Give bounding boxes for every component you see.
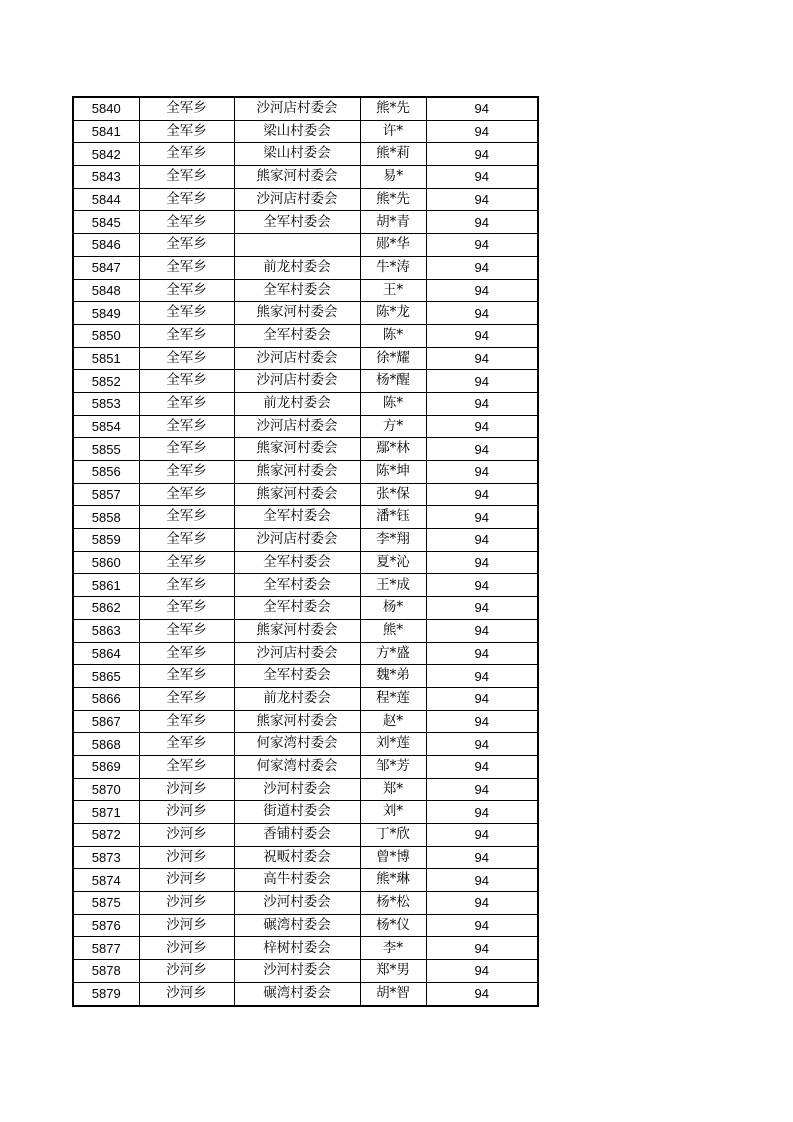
- table-row: [73, 937, 538, 960]
- cell-name: 郑*男: [360, 960, 426, 983]
- cell-township: 全军乡: [139, 256, 234, 279]
- cell-village: 沙河店村委会: [234, 347, 360, 370]
- cell-village: 碾湾村委会: [234, 914, 360, 937]
- table-row: [73, 97, 538, 120]
- cell-name: 熊*: [360, 619, 426, 642]
- cell-score: 94: [426, 461, 538, 484]
- cell-township: 全军乡: [139, 710, 234, 733]
- cell-township: 全军乡: [139, 733, 234, 756]
- cell-township: 全军乡: [139, 755, 234, 778]
- table-row: [73, 529, 538, 552]
- cell-village: 沙河店村委会: [234, 188, 360, 211]
- cell-score: 94: [426, 801, 538, 824]
- cell-village: 高牛村委会: [234, 869, 360, 892]
- cell-township: 全军乡: [139, 642, 234, 665]
- cell-id: 5871: [73, 801, 139, 824]
- cell-id: 5875: [73, 892, 139, 915]
- cell-village: 何家湾村委会: [234, 755, 360, 778]
- cell-township: 全军乡: [139, 188, 234, 211]
- cell-village: 熊家河村委会: [234, 710, 360, 733]
- cell-name: 陈*: [360, 392, 426, 415]
- cell-name: 胡*青: [360, 211, 426, 234]
- table-row: [73, 869, 538, 892]
- cell-name: 徐*耀: [360, 347, 426, 370]
- table-row: [73, 415, 538, 438]
- cell-name: 熊*琳: [360, 869, 426, 892]
- cell-village: 全军村委会: [234, 211, 360, 234]
- table-row: [73, 801, 538, 824]
- table-row: [73, 347, 538, 370]
- table-row: [73, 438, 538, 461]
- cell-township: 全军乡: [139, 347, 234, 370]
- cell-village: 熊家河村委会: [234, 461, 360, 484]
- table-row: [73, 982, 538, 1005]
- cell-score: 94: [426, 869, 538, 892]
- cell-score: 94: [426, 438, 538, 461]
- cell-score: 94: [426, 937, 538, 960]
- cell-id: 5854: [73, 415, 139, 438]
- cell-village: 全军村委会: [234, 279, 360, 302]
- cell-id: 5848: [73, 279, 139, 302]
- cell-score: 94: [426, 892, 538, 915]
- cell-name: 熊*先: [360, 97, 426, 120]
- cell-village: 全军村委会: [234, 506, 360, 529]
- cell-township: 全军乡: [139, 392, 234, 415]
- cell-township: 沙河乡: [139, 869, 234, 892]
- table-row: [73, 392, 538, 415]
- table-row: [73, 733, 538, 756]
- table-row: [73, 687, 538, 710]
- cell-name: 胡*智: [360, 982, 426, 1005]
- cell-name: 刘*莲: [360, 733, 426, 756]
- cell-township: 全军乡: [139, 415, 234, 438]
- cell-score: 94: [426, 120, 538, 143]
- cell-id: 5863: [73, 619, 139, 642]
- cell-name: 王*: [360, 279, 426, 302]
- cell-score: 94: [426, 982, 538, 1005]
- cell-score: 94: [426, 642, 538, 665]
- cell-village: 沙河店村委会: [234, 529, 360, 552]
- cell-id: 5844: [73, 188, 139, 211]
- cell-score: 94: [426, 483, 538, 506]
- table-row: [73, 166, 538, 189]
- cell-name: 杨*松: [360, 892, 426, 915]
- cell-id: 5842: [73, 143, 139, 166]
- cell-score: 94: [426, 234, 538, 257]
- cell-id: 5843: [73, 166, 139, 189]
- cell-id: 5877: [73, 937, 139, 960]
- cell-township: 全军乡: [139, 574, 234, 597]
- cell-score: 94: [426, 324, 538, 347]
- cell-township: 全军乡: [139, 665, 234, 688]
- cell-name: 熊*莉: [360, 143, 426, 166]
- table-row: [73, 665, 538, 688]
- cell-score: 94: [426, 574, 538, 597]
- cell-id: 5861: [73, 574, 139, 597]
- cell-name: 牛*涛: [360, 256, 426, 279]
- cell-score: 94: [426, 687, 538, 710]
- cell-village: 梁山村委会: [234, 143, 360, 166]
- cell-score: 94: [426, 914, 538, 937]
- cell-village: 全军村委会: [234, 665, 360, 688]
- table-row: [73, 642, 538, 665]
- cell-score: 94: [426, 960, 538, 983]
- cell-village: 何家湾村委会: [234, 733, 360, 756]
- cell-id: 5849: [73, 302, 139, 325]
- cell-score: 94: [426, 211, 538, 234]
- cell-name: 丁*欣: [360, 824, 426, 847]
- table-row: [73, 914, 538, 937]
- table-row: [73, 279, 538, 302]
- cell-id: 5846: [73, 234, 139, 257]
- cell-village: 熊家河村委会: [234, 302, 360, 325]
- cell-village: 沙河店村委会: [234, 415, 360, 438]
- cell-id: 5855: [73, 438, 139, 461]
- cell-score: 94: [426, 824, 538, 847]
- cell-name: 陈*坤: [360, 461, 426, 484]
- cell-township: 全军乡: [139, 687, 234, 710]
- cell-village: 香铺村委会: [234, 824, 360, 847]
- cell-village: 沙河店村委会: [234, 97, 360, 120]
- cell-score: 94: [426, 166, 538, 189]
- cell-township: 全军乡: [139, 461, 234, 484]
- cell-name: 杨*醒: [360, 370, 426, 393]
- table-row: [73, 755, 538, 778]
- cell-village: 熊家河村委会: [234, 438, 360, 461]
- table-row: [73, 120, 538, 143]
- cell-score: 94: [426, 392, 538, 415]
- cell-village: 沙河店村委会: [234, 370, 360, 393]
- cell-township: 沙河乡: [139, 937, 234, 960]
- cell-name: 夏*沁: [360, 551, 426, 574]
- cell-township: 沙河乡: [139, 778, 234, 801]
- cell-name: 赵*: [360, 710, 426, 733]
- cell-township: 全军乡: [139, 506, 234, 529]
- table-row: [73, 211, 538, 234]
- cell-id: 5859: [73, 529, 139, 552]
- cell-id: 5873: [73, 846, 139, 869]
- cell-name: 邹*芳: [360, 755, 426, 778]
- cell-score: 94: [426, 778, 538, 801]
- cell-township: 全军乡: [139, 551, 234, 574]
- records-table: [72, 96, 539, 1007]
- cell-township: 全军乡: [139, 370, 234, 393]
- cell-id: 5845: [73, 211, 139, 234]
- cell-id: 5865: [73, 665, 139, 688]
- cell-village: 全军村委会: [234, 597, 360, 620]
- cell-village: 梓树村委会: [234, 937, 360, 960]
- cell-township: 全军乡: [139, 302, 234, 325]
- cell-name: 张*保: [360, 483, 426, 506]
- table-row: [73, 778, 538, 801]
- cell-village: 前龙村委会: [234, 256, 360, 279]
- cell-name: 陈*: [360, 324, 426, 347]
- cell-name: 郧*华: [360, 234, 426, 257]
- cell-village: 熊家河村委会: [234, 483, 360, 506]
- cell-score: 94: [426, 302, 538, 325]
- cell-id: 5850: [73, 324, 139, 347]
- cell-name: 熊*先: [360, 188, 426, 211]
- cell-id: 5847: [73, 256, 139, 279]
- cell-village: 沙河村委会: [234, 778, 360, 801]
- cell-score: 94: [426, 97, 538, 120]
- cell-name: 郑*: [360, 778, 426, 801]
- cell-score: 94: [426, 143, 538, 166]
- cell-score: 94: [426, 506, 538, 529]
- cell-name: 易*: [360, 166, 426, 189]
- cell-id: 5869: [73, 755, 139, 778]
- cell-township: 沙河乡: [139, 824, 234, 847]
- table-row: [73, 302, 538, 325]
- cell-village: 熊家河村委会: [234, 619, 360, 642]
- cell-township: 全军乡: [139, 143, 234, 166]
- cell-id: 5867: [73, 710, 139, 733]
- cell-village: 全军村委会: [234, 574, 360, 597]
- cell-township: 沙河乡: [139, 960, 234, 983]
- table-body: [73, 97, 538, 1006]
- cell-id: 5852: [73, 370, 139, 393]
- cell-score: 94: [426, 710, 538, 733]
- cell-name: 方*盛: [360, 642, 426, 665]
- cell-township: 全军乡: [139, 279, 234, 302]
- table-row: [73, 960, 538, 983]
- cell-name: 程*莲: [360, 687, 426, 710]
- cell-township: 全军乡: [139, 529, 234, 552]
- cell-id: 5841: [73, 120, 139, 143]
- cell-name: 魏*弟: [360, 665, 426, 688]
- cell-village: 祝畈村委会: [234, 846, 360, 869]
- table-row: [73, 892, 538, 915]
- cell-township: 全军乡: [139, 483, 234, 506]
- cell-township: 全军乡: [139, 234, 234, 257]
- cell-name: 李*翔: [360, 529, 426, 552]
- cell-village: 全军村委会: [234, 551, 360, 574]
- cell-township: 沙河乡: [139, 846, 234, 869]
- cell-id: 5851: [73, 347, 139, 370]
- cell-score: 94: [426, 188, 538, 211]
- cell-id: 5868: [73, 733, 139, 756]
- cell-name: 陈*龙: [360, 302, 426, 325]
- cell-village: 全军村委会: [234, 324, 360, 347]
- cell-id: 5862: [73, 597, 139, 620]
- cell-name: 曾*博: [360, 846, 426, 869]
- cell-name: 杨*: [360, 597, 426, 620]
- cell-id: 5858: [73, 506, 139, 529]
- cell-village: [234, 234, 360, 257]
- cell-township: 全军乡: [139, 597, 234, 620]
- cell-name: 鄢*林: [360, 438, 426, 461]
- cell-name: 方*: [360, 415, 426, 438]
- cell-score: 94: [426, 347, 538, 370]
- table-row: [73, 234, 538, 257]
- cell-score: 94: [426, 755, 538, 778]
- cell-village: 梁山村委会: [234, 120, 360, 143]
- cell-name: 潘*钰: [360, 506, 426, 529]
- table-row: [73, 324, 538, 347]
- table-row: [73, 551, 538, 574]
- cell-township: 全军乡: [139, 211, 234, 234]
- cell-score: 94: [426, 597, 538, 620]
- table-row: [73, 824, 538, 847]
- cell-township: 全军乡: [139, 438, 234, 461]
- cell-village: 街道村委会: [234, 801, 360, 824]
- cell-id: 5864: [73, 642, 139, 665]
- cell-township: 沙河乡: [139, 801, 234, 824]
- cell-name: 许*: [360, 120, 426, 143]
- cell-score: 94: [426, 619, 538, 642]
- cell-village: 前龙村委会: [234, 687, 360, 710]
- cell-village: 沙河村委会: [234, 892, 360, 915]
- cell-score: 94: [426, 665, 538, 688]
- cell-score: 94: [426, 256, 538, 279]
- cell-township: 全军乡: [139, 324, 234, 347]
- cell-township: 全军乡: [139, 619, 234, 642]
- cell-score: 94: [426, 370, 538, 393]
- table-row: [73, 143, 538, 166]
- table-row: [73, 597, 538, 620]
- cell-village: 熊家河村委会: [234, 166, 360, 189]
- cell-township: 全军乡: [139, 97, 234, 120]
- cell-township: 全军乡: [139, 166, 234, 189]
- cell-id: 5856: [73, 461, 139, 484]
- table-row: [73, 256, 538, 279]
- cell-score: 94: [426, 551, 538, 574]
- cell-id: 5874: [73, 869, 139, 892]
- cell-id: 5879: [73, 982, 139, 1005]
- cell-name: 刘*: [360, 801, 426, 824]
- cell-score: 94: [426, 279, 538, 302]
- cell-name: 李*: [360, 937, 426, 960]
- cell-township: 沙河乡: [139, 892, 234, 915]
- cell-village: 前龙村委会: [234, 392, 360, 415]
- cell-id: 5840: [73, 97, 139, 120]
- cell-id: 5860: [73, 551, 139, 574]
- cell-township: 沙河乡: [139, 914, 234, 937]
- table-row: [73, 370, 538, 393]
- cell-score: 94: [426, 846, 538, 869]
- table-row: [73, 846, 538, 869]
- cell-id: 5876: [73, 914, 139, 937]
- cell-id: 5866: [73, 687, 139, 710]
- cell-village: 碾湾村委会: [234, 982, 360, 1005]
- cell-score: 94: [426, 415, 538, 438]
- cell-id: 5870: [73, 778, 139, 801]
- table-row: [73, 574, 538, 597]
- cell-score: 94: [426, 529, 538, 552]
- cell-township: 全军乡: [139, 120, 234, 143]
- cell-id: 5878: [73, 960, 139, 983]
- cell-village: 沙河店村委会: [234, 642, 360, 665]
- table-row: [73, 483, 538, 506]
- table-row: [73, 188, 538, 211]
- cell-score: 94: [426, 733, 538, 756]
- cell-id: 5853: [73, 392, 139, 415]
- cell-name: 杨*仪: [360, 914, 426, 937]
- table-row: [73, 461, 538, 484]
- cell-id: 5857: [73, 483, 139, 506]
- cell-name: 王*成: [360, 574, 426, 597]
- cell-id: 5872: [73, 824, 139, 847]
- cell-village: 沙河村委会: [234, 960, 360, 983]
- table-row: [73, 710, 538, 733]
- cell-township: 沙河乡: [139, 982, 234, 1005]
- table-row: [73, 619, 538, 642]
- table-row: [73, 506, 538, 529]
